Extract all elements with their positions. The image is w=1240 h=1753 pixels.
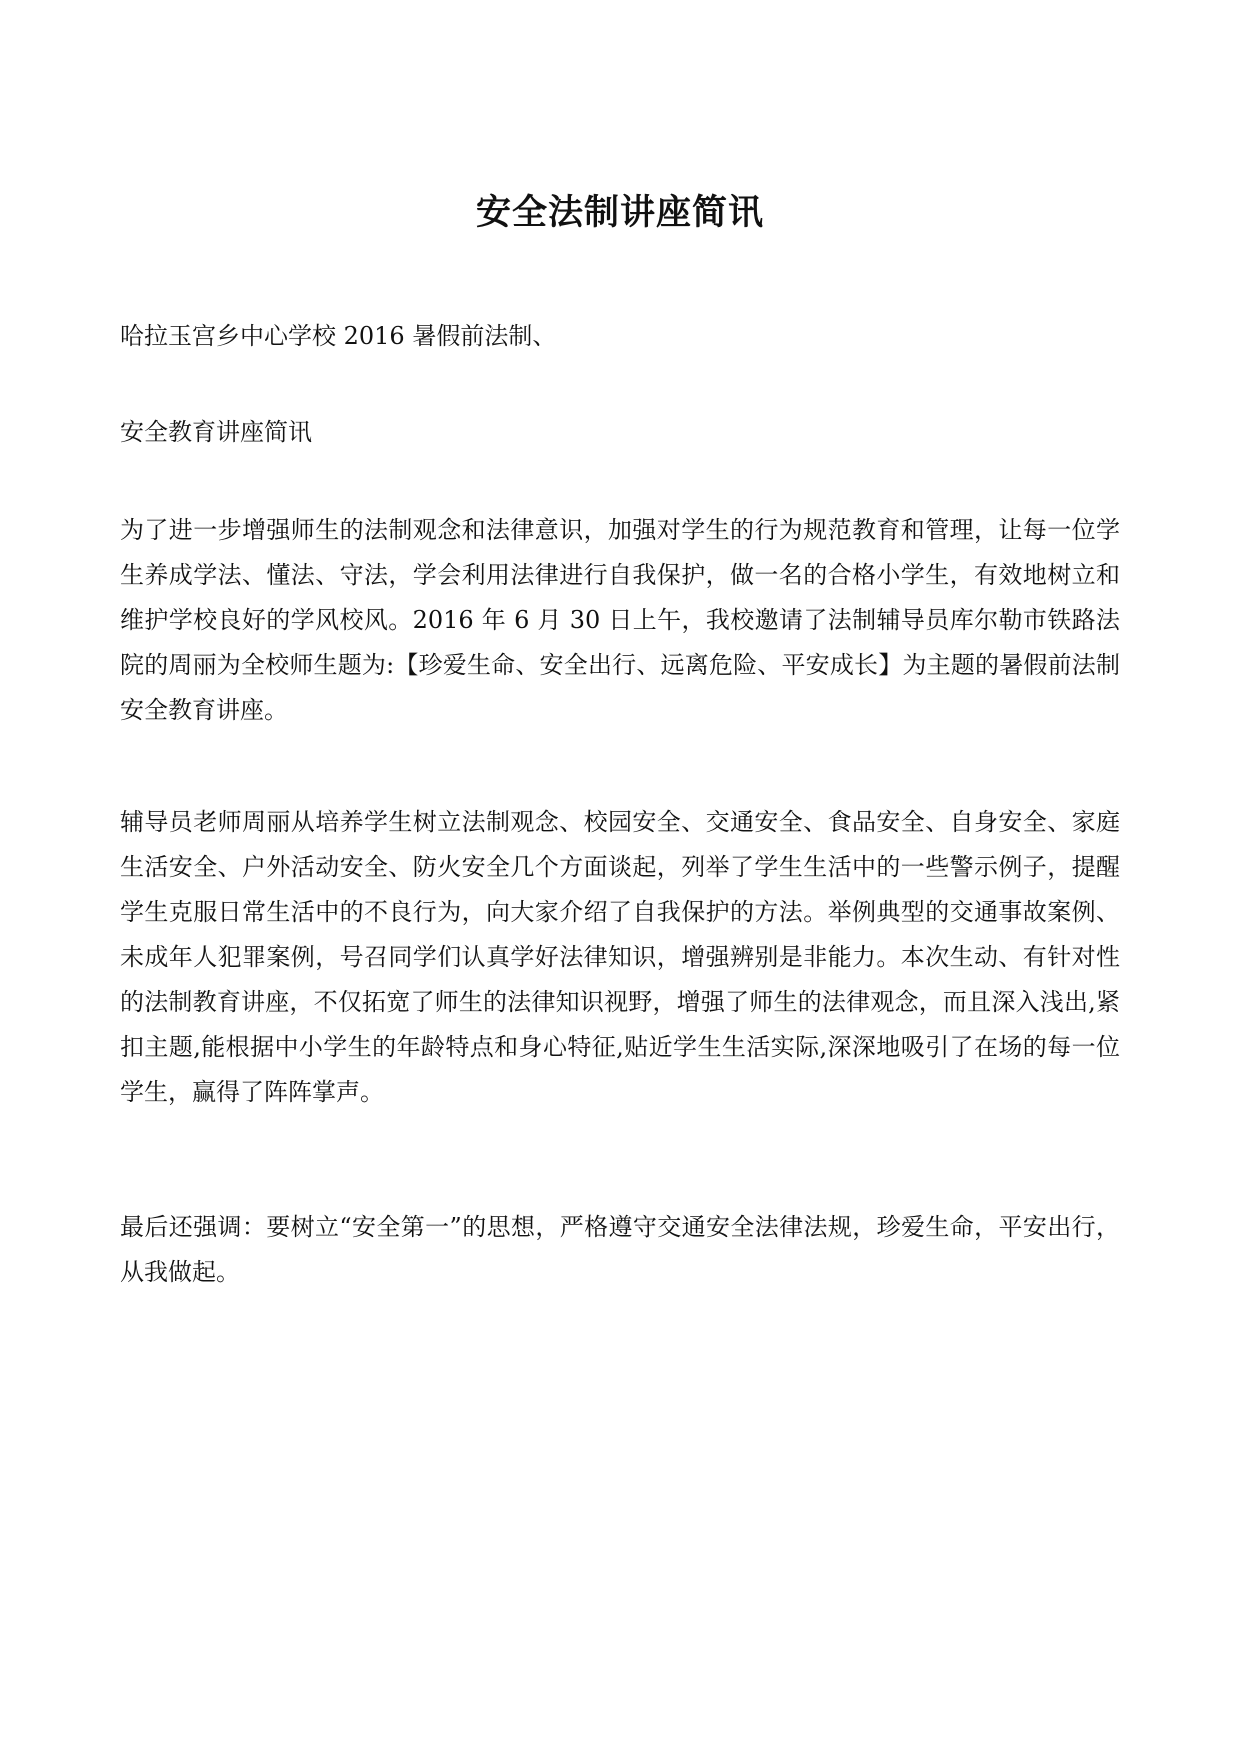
paragraph-introduction: 为了进一步增强师生的法制观念和法律意识，加强对学生的行为规范教育和管理，让每一位学生养成学法、懂法、守法，学会利用法律进行自我保护，做一名的合格小学生，有效地树立和维护学校良好的学风校风。2016 年 6 月 30 日上午，我校邀请了法制辅导员库尔勒市铁路法院的周丽为全校师生题为:【珍爱生命、安全出行、远离危险、平安成长】为主题的暑假前法制安全教育讲座。 <box>120 516 1120 724</box>
document-title: 安全法制讲座简讯 <box>475 192 764 233</box>
subheading-newsletter: 安全教育讲座简讯 <box>120 418 312 446</box>
subheading-school-event: 哈拉玉宫乡中心学校 2016 暑假前法制、 <box>120 322 557 350</box>
paragraph-conclusion: 最后还强调：要树立“安全第一”的思想，严格遵守交通安全法律法规，珍爱生命，平安出行，从我做起。 <box>120 1213 1120 1286</box>
paragraph-lecture-content: 辅导员老师周丽从培养学生树立法制观念、校园安全、交通安全、食品安全、自身安全、家庭生活安全、户外活动安全、防火安全几个方面谈起，列举了学生生活中的一些警示例子，提醒学生克服日常生活中的不良行为，向大家介绍了自我保护的方法。举例典型的交通事故案例、未成年人犯罪案例，号召同学们认真学好法律知识，增强辨别是非能力。本次生动、有针对性的法制教育讲座，不仅拓宽了师生的法律知识视野，增强了师生的法律观念，而且深入浅出,紧扣主题,能根据中小学生的年龄特点和身心特征,贴近学生生活实际,深深地吸引了在场的每一位学生，赢得了阵阵掌声。 <box>120 808 1120 1106</box>
